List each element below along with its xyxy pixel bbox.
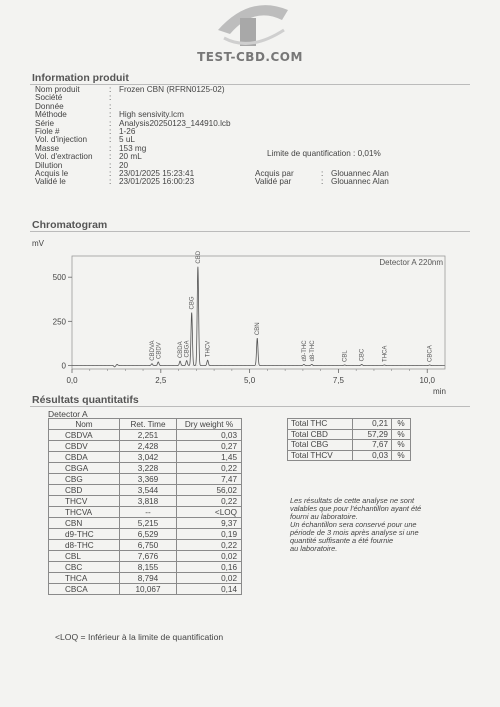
compound-name: CBD xyxy=(49,485,120,496)
dry-weight: 0,14 xyxy=(177,584,242,595)
info-colon: : xyxy=(109,110,112,120)
results-title: Résultats quantitatifs xyxy=(32,394,139,406)
chromatogram-trace xyxy=(72,267,445,367)
x-tick-label: 2,5 xyxy=(155,376,167,385)
info-key: Acquis par xyxy=(255,168,294,178)
retention-time: 8,155 xyxy=(120,562,177,573)
dry-weight: 1,45 xyxy=(177,452,242,463)
total-unit: % xyxy=(392,419,411,430)
info-colon: : xyxy=(109,177,112,187)
note-line: quantité suffisante a été fournie xyxy=(290,536,394,545)
compound-name: d8-THC xyxy=(49,540,120,551)
total-value: 57,29 xyxy=(353,429,392,440)
table-row xyxy=(49,529,242,540)
y-tick-label: 250 xyxy=(52,317,66,327)
total-value: 0,03 xyxy=(353,450,392,461)
info-key: Méthode xyxy=(35,110,67,120)
retention-time: 3,544 xyxy=(120,485,177,496)
x-tick-label: 7,5 xyxy=(332,376,344,385)
info-colon: : xyxy=(109,168,112,178)
totals-table xyxy=(287,418,411,461)
compound-name: d9-THC xyxy=(49,529,120,540)
disclaimer-note xyxy=(290,497,450,553)
dry-weight: 0,02 xyxy=(177,573,242,584)
table-row xyxy=(49,441,242,452)
peak-label: d8-THC xyxy=(309,340,316,362)
info-section-title: Information produit xyxy=(32,72,129,84)
lab-logo-wordmark: TEST-CBD.COM xyxy=(197,50,303,64)
total-label: Total CBD xyxy=(288,429,353,440)
compound-name: CBG xyxy=(49,474,120,485)
dry-weight: 0,19 xyxy=(177,529,242,540)
retention-time: 7,676 xyxy=(120,551,177,562)
chromatogram-svg xyxy=(30,236,480,396)
results-header-row xyxy=(49,419,242,430)
x-unit-label: min xyxy=(433,387,446,396)
totals-row xyxy=(288,450,411,461)
detector-label: Detector A xyxy=(48,409,88,419)
dry-weight: 7,47 xyxy=(177,474,242,485)
peak-label: CBC xyxy=(359,348,366,362)
info-key: Société xyxy=(35,93,63,103)
detector-legend: Detector A 220nm xyxy=(379,258,443,267)
info-value: 1-26 xyxy=(119,126,136,136)
info-row xyxy=(35,136,465,144)
info-row xyxy=(35,86,465,94)
chromatogram-chart xyxy=(30,236,480,396)
dry-weight: 0,16 xyxy=(177,562,242,573)
info-value: 23/01/2025 16:00:23 xyxy=(119,177,195,187)
peak-label: CBN xyxy=(255,322,262,336)
info-row xyxy=(35,170,465,178)
peak-label: THCA xyxy=(382,345,389,362)
results-table xyxy=(48,418,242,595)
totals-row xyxy=(288,440,411,451)
dry-weight: 0,27 xyxy=(177,441,242,452)
info-value: High sensivity.lcm xyxy=(119,110,184,120)
compound-name: THCVA xyxy=(49,507,120,518)
y-tick-label: 0 xyxy=(61,361,66,371)
table-row xyxy=(49,573,242,584)
retention-time: -- xyxy=(120,507,177,518)
compound-name: THCV xyxy=(49,496,120,507)
info-key: Acquis le xyxy=(35,168,69,178)
dry-weight: 0,22 xyxy=(177,496,242,507)
total-label: Total THC xyxy=(288,419,353,430)
note-line: Un échantillon sera conservé pour une xyxy=(290,520,417,529)
quantification-limit: Limite de quantification : 0,01% xyxy=(267,149,381,158)
x-tick-label: 10,0 xyxy=(419,376,436,385)
note-line: Les résultats de cette analyse ne sont xyxy=(290,496,415,505)
peak-label: CBDVA xyxy=(149,340,156,361)
loq-legend: <LOQ = Inférieur à la limite de quantification xyxy=(55,632,224,642)
info-row xyxy=(35,153,465,161)
info-colon: : xyxy=(109,152,112,162)
peak-label: CBD xyxy=(195,250,202,264)
compound-name: CBN xyxy=(49,518,120,529)
peak-label: CBG xyxy=(189,296,196,310)
section-divider xyxy=(30,231,470,232)
info-row xyxy=(35,103,465,111)
compound-name: CBDV xyxy=(49,441,120,452)
info-row xyxy=(35,111,465,119)
compound-name: CBDVA xyxy=(49,430,120,441)
retention-time: 8,794 xyxy=(120,573,177,584)
retention-time: 10,067 xyxy=(120,584,177,595)
info-key: Validé par xyxy=(255,177,292,187)
retention-time: 6,529 xyxy=(120,529,177,540)
info-value: Analysis20250123_144910.lcb xyxy=(119,118,231,128)
total-value: 0,21 xyxy=(353,419,392,430)
col-header-dry-weight: Dry weight % xyxy=(177,419,242,430)
note-line: fourni au laboratoire. xyxy=(290,512,358,521)
retention-time: 3,042 xyxy=(120,452,177,463)
note-line: valables que pour l'échantillon ayant été xyxy=(290,504,422,513)
y-tick-label: 500 xyxy=(52,273,66,283)
total-value: 7,67 xyxy=(353,440,392,451)
compound-name: CBL xyxy=(49,551,120,562)
info-value: 20 xyxy=(119,160,129,170)
info-key: Nom produit xyxy=(35,85,80,94)
retention-time: 2,251 xyxy=(120,430,177,441)
peak-label: CBDA xyxy=(178,341,185,359)
table-row xyxy=(49,496,242,507)
compound-name: THCA xyxy=(49,573,120,584)
total-label: Total THCV xyxy=(288,450,353,461)
lab-logo-icon xyxy=(210,0,290,50)
total-unit: % xyxy=(392,440,411,451)
product-info-block xyxy=(35,86,465,187)
info-colon: : xyxy=(109,143,112,153)
info-key: Fiole # xyxy=(35,126,60,136)
info-colon: : xyxy=(109,85,112,94)
table-row xyxy=(49,485,242,496)
totals-row xyxy=(288,419,411,430)
total-unit: % xyxy=(392,429,411,440)
retention-time: 2,428 xyxy=(120,441,177,452)
peak-label: CBCA xyxy=(427,345,434,362)
info-key: Donnée xyxy=(35,101,64,111)
info-colon: : xyxy=(109,135,112,145)
lab-logo xyxy=(190,0,310,68)
info-key: Vol. d'injection xyxy=(35,135,88,145)
info-row xyxy=(35,94,465,102)
peak-label: THCV xyxy=(205,340,212,358)
dry-weight: 0,22 xyxy=(177,540,242,551)
note-line: période de 3 mois après analyse si une xyxy=(290,528,419,537)
info-value: 23/01/2025 15:23:41 xyxy=(119,168,195,178)
peak-label: CBL xyxy=(342,350,349,362)
retention-time: 3,369 xyxy=(120,474,177,485)
info-row xyxy=(35,162,465,170)
info-key: Vol. d'extraction xyxy=(35,152,93,162)
info-row xyxy=(35,120,465,128)
compound-name: CBDA xyxy=(49,452,120,463)
plot-frame xyxy=(72,256,445,369)
table-row xyxy=(49,474,242,485)
note-line: au laboratoire. xyxy=(290,544,338,553)
table-row xyxy=(49,584,242,595)
table-row xyxy=(49,562,242,573)
info-colon: : xyxy=(321,177,324,187)
dry-weight: 9,37 xyxy=(177,518,242,529)
retention-time: 3,818 xyxy=(120,496,177,507)
col-header-ret-time: Ret. Time xyxy=(120,419,177,430)
info-key: Série xyxy=(35,118,55,128)
info-key: Dilution xyxy=(35,160,63,170)
section-divider xyxy=(30,406,470,407)
table-row xyxy=(49,518,242,529)
col-header-name: Nom xyxy=(49,419,120,430)
x-tick-label: 5,0 xyxy=(244,376,256,385)
table-row xyxy=(49,507,242,518)
info-colon: : xyxy=(109,118,112,128)
info-colon: : xyxy=(109,126,112,136)
peak-label: d9-THC xyxy=(301,340,308,362)
info-colon: : xyxy=(321,168,324,178)
info-row xyxy=(35,145,465,153)
retention-time: 5,215 xyxy=(120,518,177,529)
info-value: 5 uL xyxy=(119,135,135,145)
compound-name: CBGA xyxy=(49,463,120,474)
compound-name: CBCA xyxy=(49,584,120,595)
info-value: Frozen CBN (RFRN0125-02) xyxy=(119,85,225,94)
dry-weight: 0,02 xyxy=(177,551,242,562)
total-unit: % xyxy=(392,450,411,461)
peak-label: CBGA xyxy=(184,340,191,358)
info-colon: : xyxy=(109,160,112,170)
retention-time: 6,750 xyxy=(120,540,177,551)
info-colon: : xyxy=(109,101,112,111)
retention-time: 3,228 xyxy=(120,463,177,474)
compound-name: CBC xyxy=(49,562,120,573)
info-value: Glouannec Alan xyxy=(331,177,389,187)
peak-label: CBDV xyxy=(156,342,163,359)
info-colon: : xyxy=(109,93,112,103)
info-value: Glouannec Alan xyxy=(331,168,389,178)
total-label: Total CBG xyxy=(288,440,353,451)
info-key: Masse xyxy=(35,143,60,153)
info-value: 153 mg xyxy=(119,143,147,153)
info-row xyxy=(35,128,465,136)
info-value: 20 mL xyxy=(119,152,142,162)
dry-weight: 0,03 xyxy=(177,430,242,441)
table-row xyxy=(49,430,242,441)
dry-weight: <LOQ xyxy=(177,507,242,518)
totals-row xyxy=(288,429,411,440)
dry-weight: 56,02 xyxy=(177,485,242,496)
y-unit-label: mV xyxy=(32,239,44,248)
info-key: Validé le xyxy=(35,177,66,187)
x-tick-label: 0,0 xyxy=(66,376,78,385)
dry-weight: 0,22 xyxy=(177,463,242,474)
table-row xyxy=(49,540,242,551)
section-divider xyxy=(30,84,470,85)
chromatogram-title: Chromatogram xyxy=(32,219,108,231)
table-row xyxy=(49,551,242,562)
table-row xyxy=(49,452,242,463)
info-row xyxy=(35,178,465,186)
table-row xyxy=(49,463,242,474)
